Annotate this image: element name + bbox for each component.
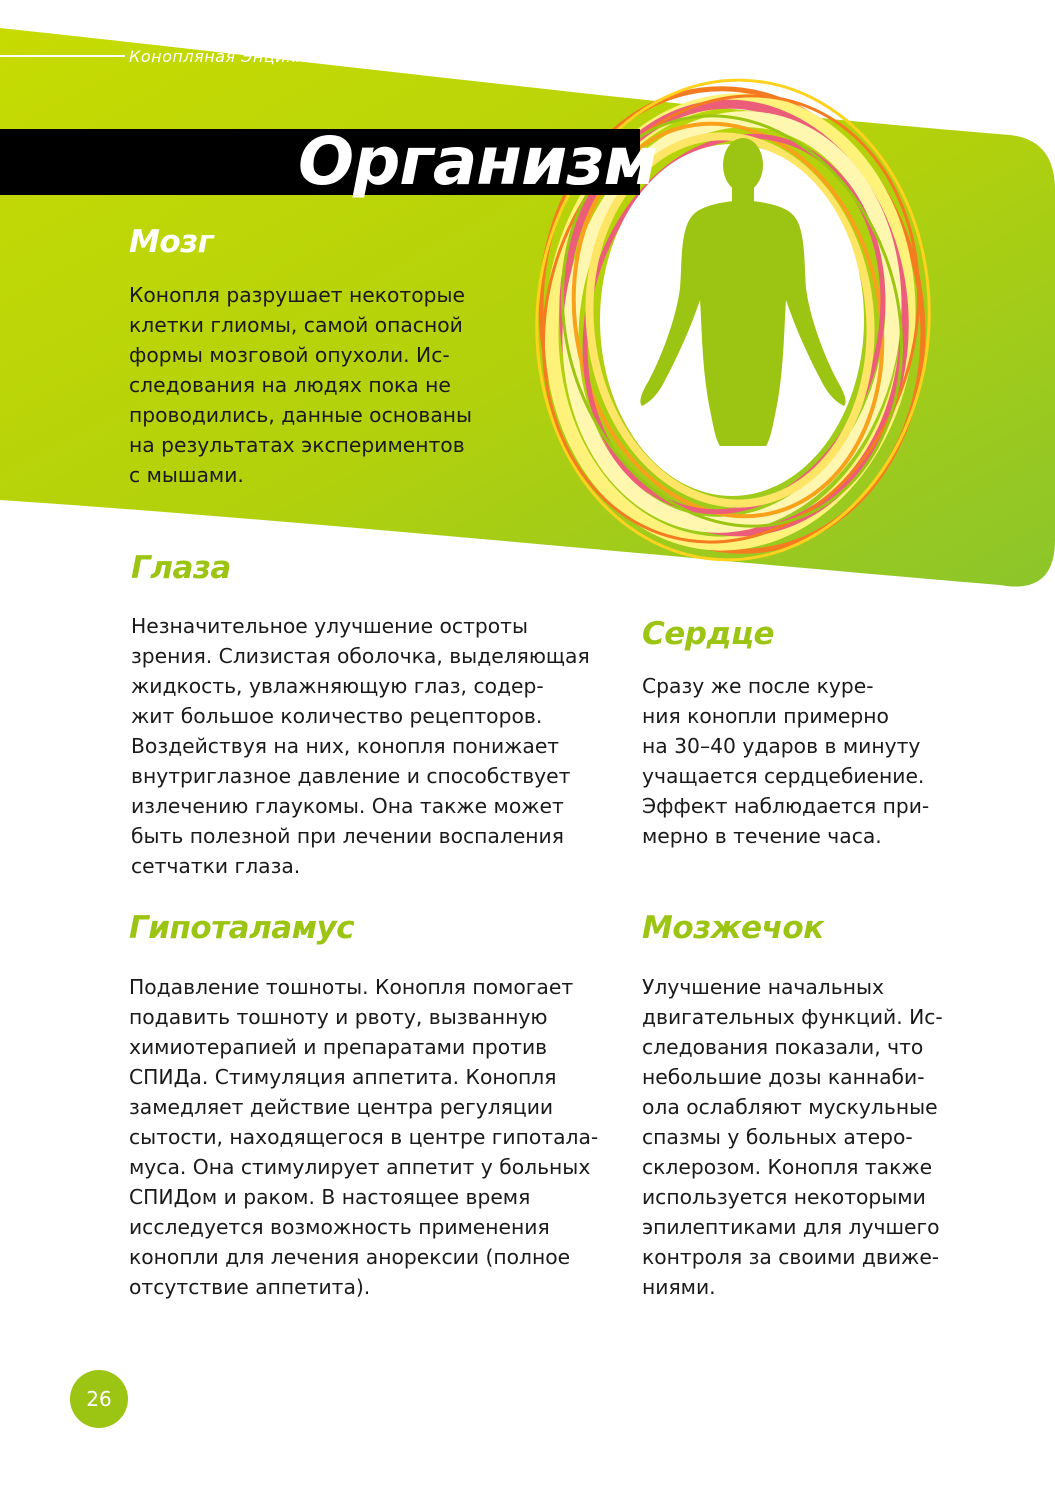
section-body-cerebellum: Улучшение начальных двигательных функций. Ис- следования показали, что небольшие дозы каннаби- ола ослабляют мускульные спазмы у больных атеро- склерозом. Конопля также используется некоторыми эпилептиками для лучшего контроля за своими движе- ниями. <box>642 975 943 1299</box>
body-silhouette-illustration <box>520 30 940 570</box>
page-title: Организм <box>298 123 657 200</box>
section-body-eyes: Незначительное улучшение остроты зрения. Слизистая оболочка, выделяющая жидкость, увлажняющую глаз, содер- жит большое количество рецепторов. Воздействуя на них, конопля понижает внутриглазное давление и способствует излечению глаукомы. Она также может быть полезной при лечении воспаления сетчатки глаза. <box>131 614 590 878</box>
section-body-hypothalamus: Подавление тошноты. Конопля помогает подавить тошноту и рвоту, вызванную химиотерапией и препаратами против СПИДа. Стимуляция аппетита. Конопля замедляет действие центра регуляции сытости, находящегося в центре гипотала- муса. Она стимулирует аппетит у больных СПИДом и раком. В настоящее время исследуется возможность применения конопли для лечения анорексии (полное отсутствие аппетита). <box>129 975 599 1299</box>
series-title: Конопляная Энциклопедия <box>129 47 372 66</box>
section-body-heart: Сразу же после куре- ния конопли примерно на 30–40 ударов в минуту учащается сердцебиение. Эффект наблюдается при- мерно в течение часа. <box>642 674 930 848</box>
section-title-hypothalamus: Гипоталамус <box>129 910 355 946</box>
section-body-brain: Конопля разрушает некоторые клетки глиомы, самой опасной формы мозговой опухоли. Ис- следования на людях пока не проводились, данные основаны на результатах экспериментов с мышами. <box>129 283 473 487</box>
header-rule <box>0 55 125 57</box>
section-title-heart: Сердце <box>642 616 775 652</box>
section-title-brain: Мозг <box>129 224 214 260</box>
section-title-eyes: Глаза <box>131 550 231 586</box>
section-title-cerebellum: Мозжечок <box>642 910 824 946</box>
page-number: 26 <box>70 1370 128 1428</box>
